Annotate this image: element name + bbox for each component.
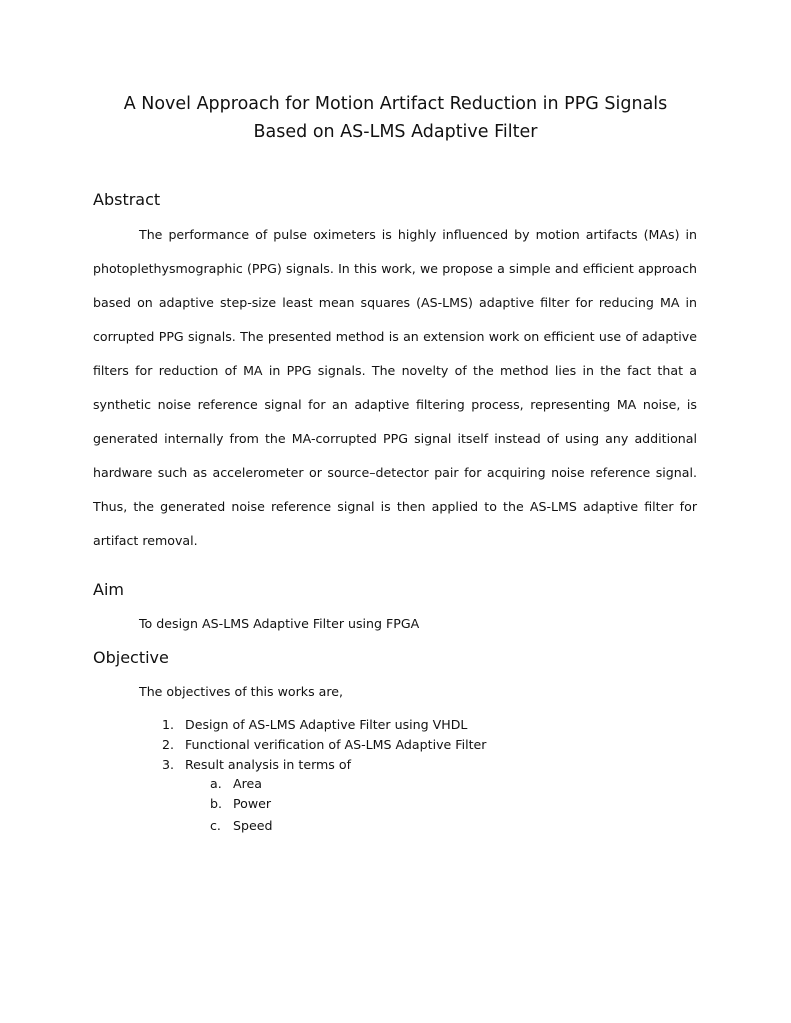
aim-text: To design AS-LMS Adaptive Filter using FPGA [139, 616, 420, 631]
subitem-text: Speed [233, 818, 273, 833]
title-line-2: Based on AS-LMS Adaptive Filter [253, 122, 538, 142]
document-title [60, 90, 731, 146]
title-line-1: A Novel Approach for Motion Artifact Reduction in PPG Signals [123, 94, 668, 114]
objective-item-text: Design of AS-LMS Adaptive Filter using VHDL [185, 717, 468, 732]
subitem-letter: b. [210, 796, 222, 811]
abstract-body: The performance of pulse oximeters is highly influenced by motion artifacts (MAs) in photoplethysmographic (PPG) signals. In this work, we propose a simple and efficient approach based on adaptive step-size least mean squares (AS-LMS) adaptive filter for reducing MA in corrupted PPG signals. The presented method is an extension work on efficient use of adaptive filters for reduction of MA in PPG signals. The novelty of the method lies in the fact that a synthetic noise reference signal for an adaptive filtering process, representing MA noise, is generated internally from the MA-corrupted PPG signal itself instead of using any additional hardware such as accelerometer or source–detector pair for acquiring noise reference signal. Thus, the generated noise reference signal is then applied to the AS-LMS adaptive filter for artifact removal. [93, 227, 697, 548]
objective-heading: Objective [93, 648, 169, 667]
objective-item-text: Result analysis in terms of [185, 757, 352, 772]
subitem-text: Area [233, 776, 262, 791]
objective-item-number: 2. [162, 737, 175, 752]
abstract-heading: Abstract [93, 190, 161, 209]
subitem-letter: c. [210, 818, 221, 833]
subitem-letter: a. [210, 776, 222, 791]
objective-item-text: Functional verification of AS-LMS Adaptive Filter [185, 737, 487, 752]
objective-item-number: 1. [162, 717, 175, 732]
objective-intro: The objectives of this works are, [139, 684, 344, 699]
objective-item-number: 3. [162, 757, 175, 772]
subitem-text: Power [233, 796, 272, 811]
aim-heading: Aim [93, 580, 124, 599]
